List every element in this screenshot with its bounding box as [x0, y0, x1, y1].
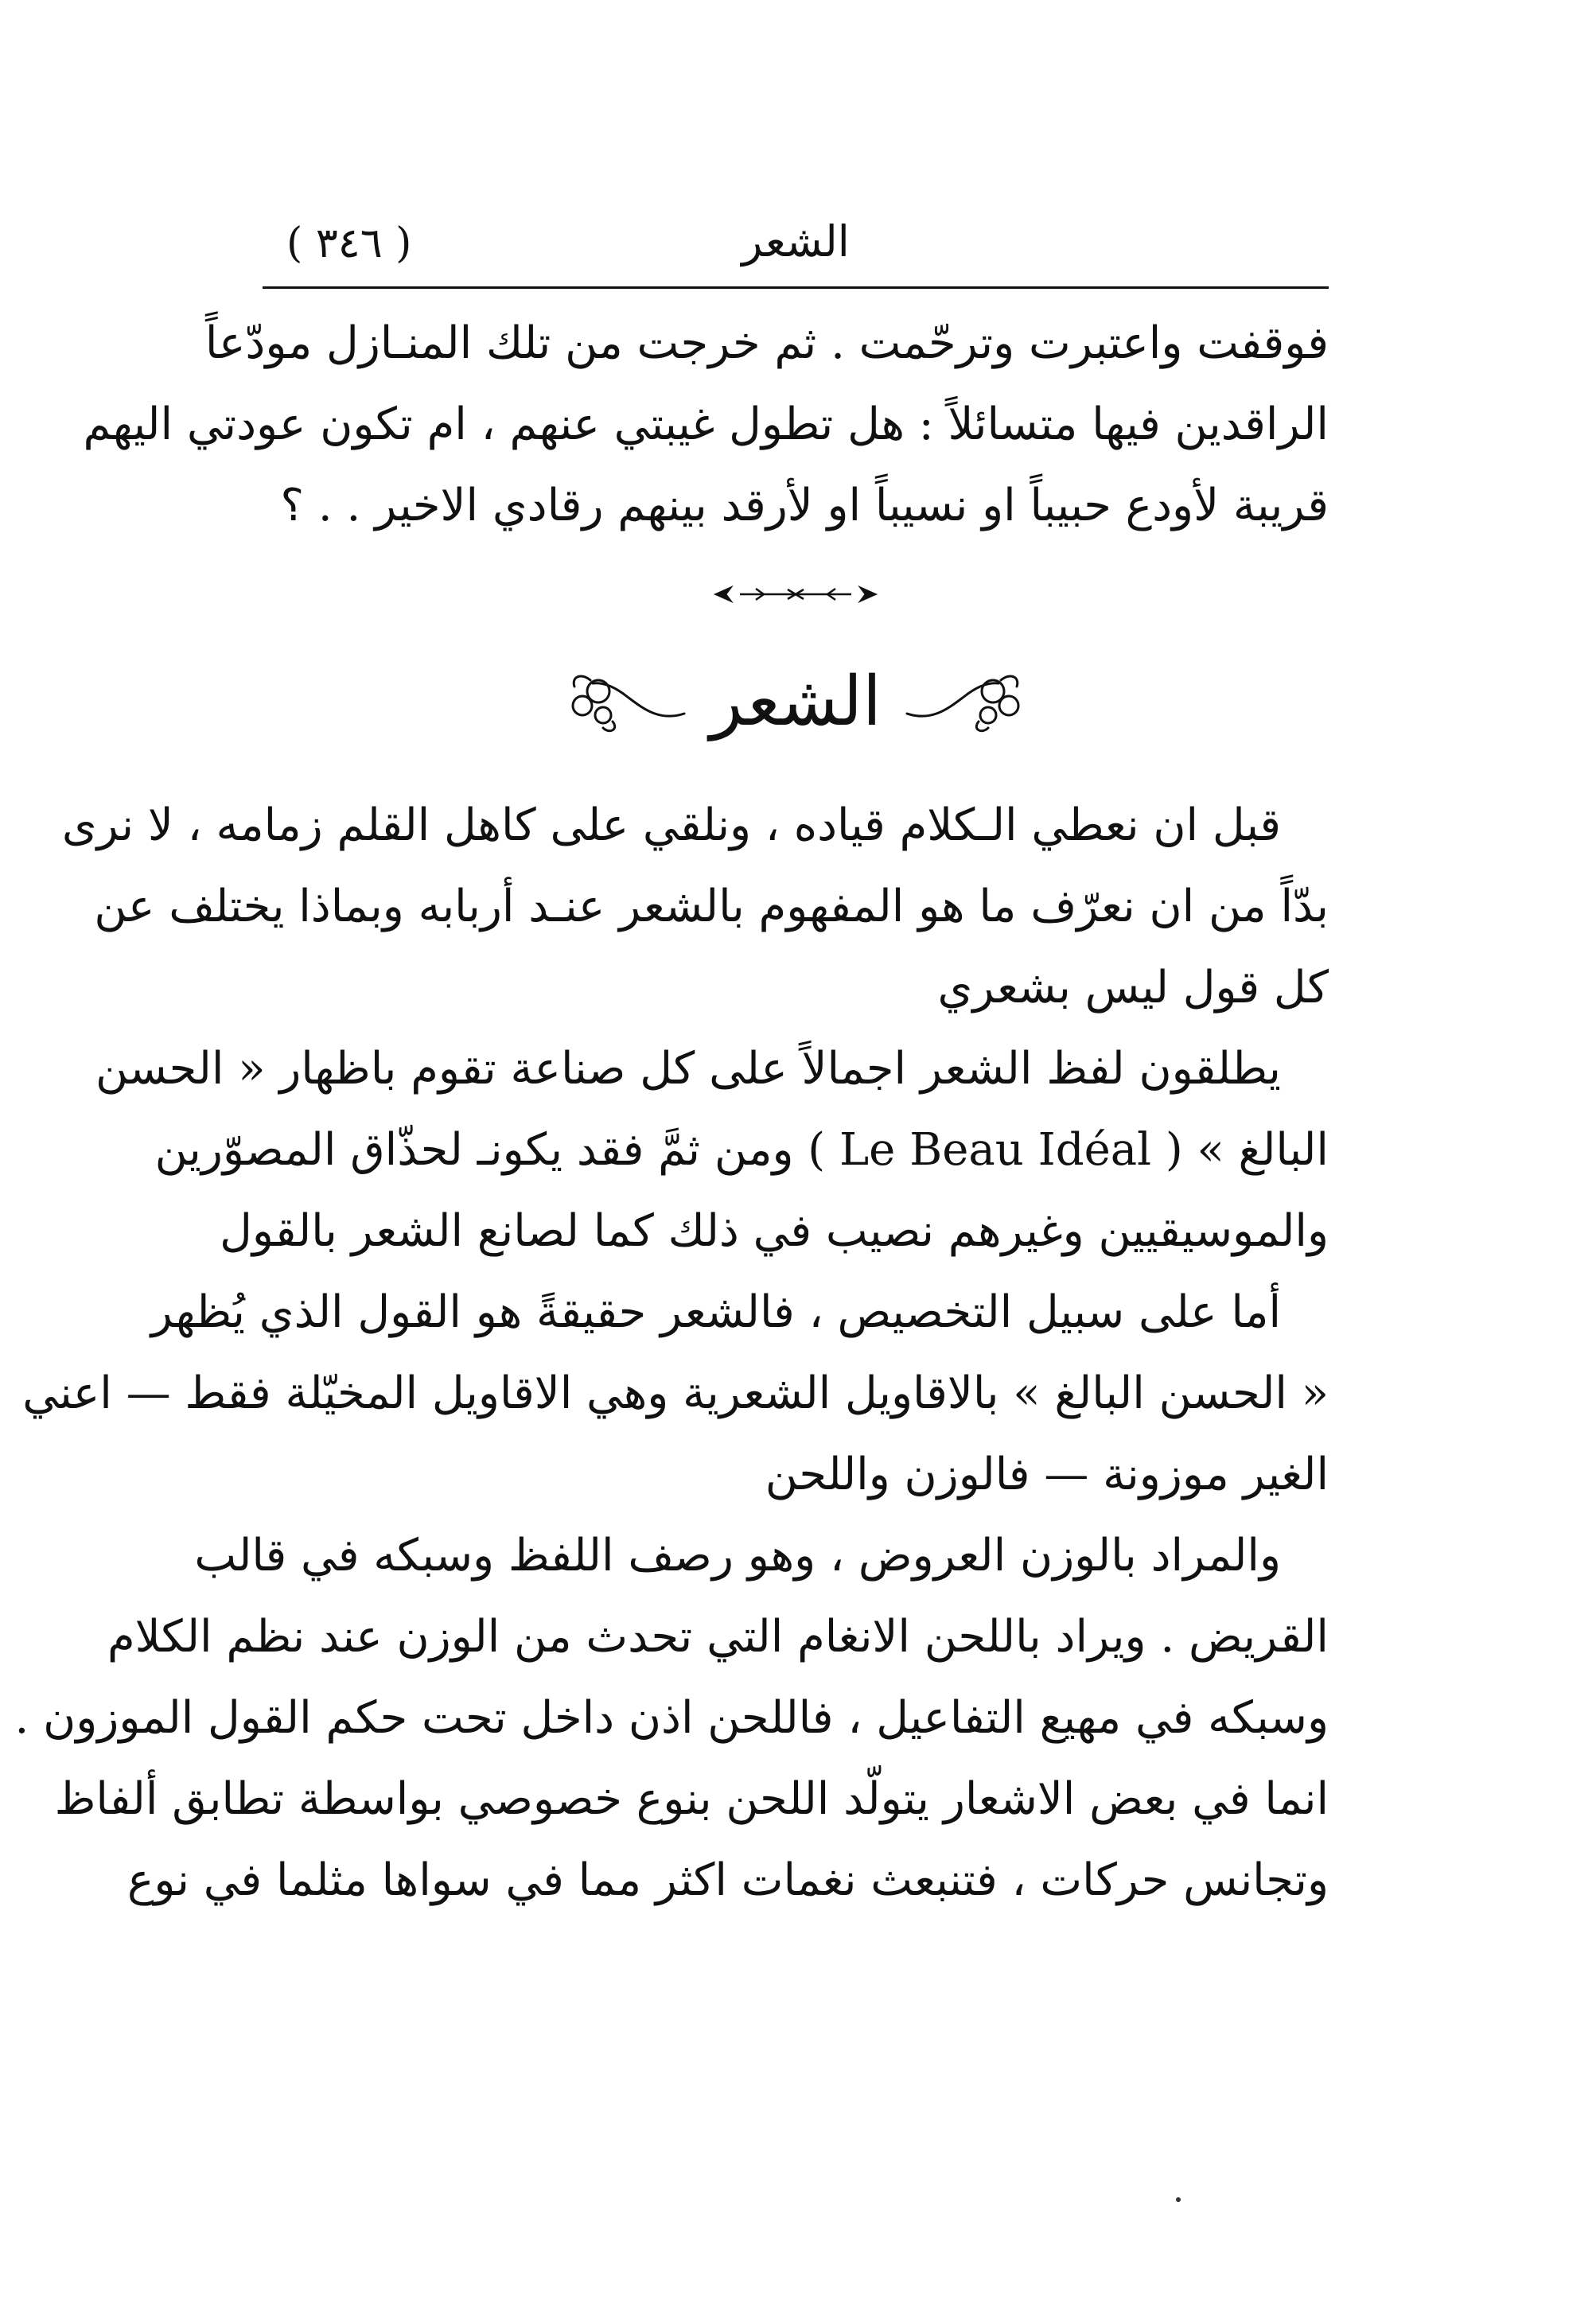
- paragraph: [95, 1029, 1329, 1272]
- section-title: الشعر: [710, 662, 882, 741]
- text-line: أما على سبيل التخصيص ، فالشعر حقيقةً هو القول الذي يُظهر: [150, 1286, 1281, 1338]
- paragraph: [61, 785, 1329, 1029]
- section-heading: [263, 642, 1329, 761]
- text-line: الراقدين فيها متسائلاً : هل تطول غيبتي عنهم ، ام تكون عودتي اليهم: [83, 399, 1329, 450]
- running-title: الشعر: [742, 216, 850, 267]
- paragraph: [14, 1515, 1329, 1921]
- text-line: قريبة لأودع حبيباً او نسيباً او لأرقد بينهم رقادي الاخير . . ؟: [280, 480, 1329, 531]
- text-line: كل قول ليس بشعري: [937, 962, 1329, 1014]
- text-line: فوقفت واعتبرت وترحّمت . ثم خرجت من تلك المنـازل مودّعاً: [204, 317, 1329, 369]
- text-line: وتجانس حركات ، فتنبعث نغمات اكثر مما في سواها مثلما في نوع: [127, 1854, 1329, 1906]
- text-line: يطلقون لفظ الشعر اجمالاً على كل صناعة تقوم باظهار « الحسن: [95, 1043, 1281, 1095]
- page-number: ( ٣٤٦ ): [286, 220, 412, 267]
- text-line: والموسيقيين وغيرهم نصيب في ذلك كما لصانع الشعر بالقول: [220, 1205, 1329, 1257]
- text-line: البالغ » ( Le Beau Idéal ) ومن ثمَّ فقد يكونـ لحذّاق المصوّرين: [154, 1124, 1329, 1176]
- paragraph: [22, 1272, 1329, 1515]
- text-line: بدّاً من ان نعرّف ما هو المفهوم بالشعر عنـد أربابه وبماذا يختلف عن: [94, 881, 1329, 932]
- flourish-right-icon: [899, 666, 1026, 737]
- divider-ornament-icon: [708, 582, 883, 606]
- text-line: الغير موزونة — فالوزن واللحن: [765, 1449, 1329, 1500]
- book-page: [14, 215, 1329, 2204]
- text-line: وسبكه في مهيع التفاعيل ، فاللحن اذن داخل تحت حكم القول الموزون .: [14, 1692, 1329, 1744]
- body-text: [14, 785, 1329, 1921]
- text-line: والمراد بالوزن العروض ، وهو رصف اللفظ وسبكه في قالب: [194, 1530, 1281, 1582]
- text-line: القريض . ويراد باللحن الانغام التي تحدث من الوزن عند نظم الكلام: [107, 1611, 1329, 1663]
- speck-mark: [1176, 2197, 1181, 2202]
- page-header: [263, 215, 1329, 289]
- text-line: « الحسن البالغ » بالاقاويل الشعرية وهي الاقاويل المخيّلة فقط — اعني: [22, 1368, 1329, 1419]
- text-line: انما في بعض الاشعار يتولّد اللحن بنوع خصوصي بواسطة تطابق ألفاظ: [54, 1773, 1329, 1825]
- text-line: قبل ان نعطي الـكلام قياده ، ونلقي على كاهل القلم زمامه ، لا نرى: [61, 800, 1281, 851]
- divider-ornament: [263, 547, 1329, 642]
- closing-passage: [83, 303, 1329, 547]
- flourish-left-icon: [565, 666, 692, 737]
